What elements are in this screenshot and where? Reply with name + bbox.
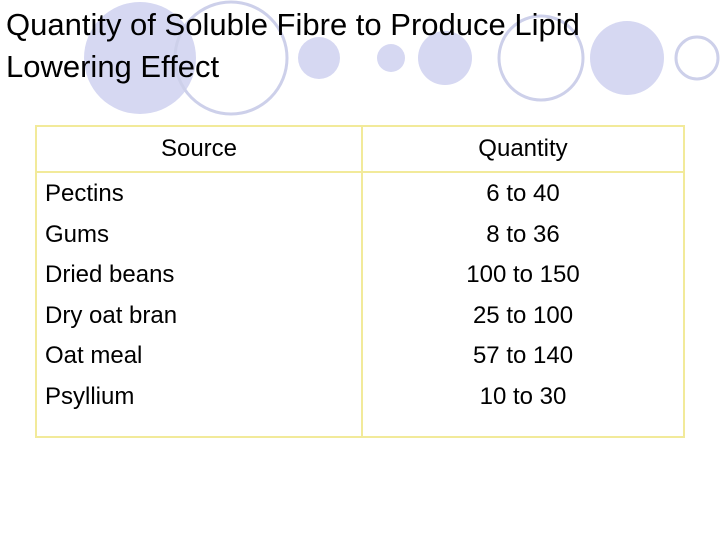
source-cell: Dried beans [45, 261, 175, 288]
source-cell: Psyllium [45, 382, 135, 410]
header-divider [37, 171, 683, 173]
source-cell: Pectins [45, 180, 124, 207]
slide-title: Quantity of Soluble Fibre to Produce Lipid Lowering Effect [6, 7, 580, 84]
quantity-column [363, 174, 683, 417]
quantity-cell: 10 to 30 [479, 382, 567, 410]
quantity-cell: 100 to 150 [466, 261, 580, 288]
quantity-cell: 57 to 140 [472, 342, 574, 369]
quantity-cell: 25 to 100 [472, 301, 574, 329]
fibre-table [35, 125, 685, 438]
source-cell: Oat meal [45, 342, 143, 369]
header-quantity: Quantity [478, 135, 568, 162]
quantity-cell: 8 to 36 [486, 220, 560, 248]
source-cell: Dry oat bran [45, 301, 178, 329]
header-source: Source [160, 135, 238, 162]
quantity-cell: 6 to 40 [486, 180, 560, 207]
source-column [45, 174, 355, 417]
source-cell: Gums [45, 220, 110, 248]
